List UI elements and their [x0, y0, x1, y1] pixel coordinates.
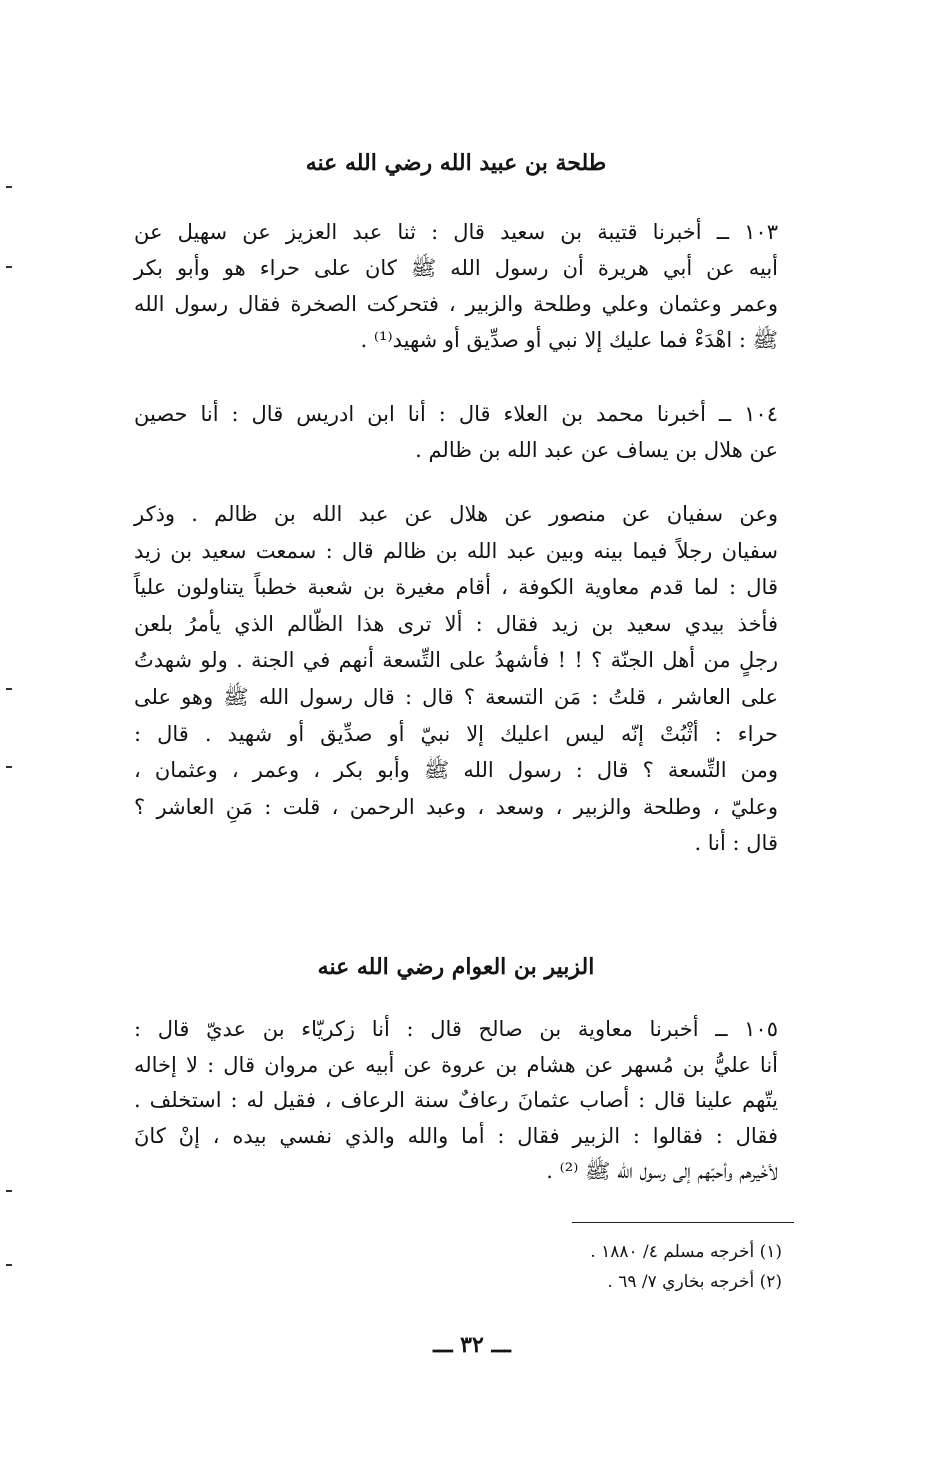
scan-margin-mark [6, 1264, 12, 1266]
text-line: قال : أنا . [694, 831, 778, 856]
text-line: فأخذ بيدي سعيد بن زيد فقال : ألا ترى هذا الظّالم الذي يأمرُ بلعن [134, 611, 778, 636]
text-line: وعمر وعثمان وعلي وطلحة والزبير ، فتحركت الصخرة فقال رسول الله [134, 292, 778, 316]
text-line: لأخْيرهم وأحبّهم إلى رسول الله ﷺ ⁽²⁾ . [546, 1159, 778, 1184]
hadith-paragraph-104 [134, 396, 778, 468]
text-line: أنا عليُّ بن مُسهر عن هشام بن عروة عن أبيه عن مروان قال : لا إخاله [134, 1052, 778, 1077]
scan-margin-mark [6, 1190, 12, 1192]
text-line: ١٠٤ ــ أخبرنا محمد بن العلاء قال : أنا ابن ادريس قال : أنا حصين [134, 402, 778, 426]
text-line: قال : لما قدم معاوية الكوفة ، أقام مغيرة بن شعبة خطباً يتناولون علياً [134, 575, 778, 600]
text-line: ١٠٥ ــ أخبرنا معاوية بن صالح قال : أنا زكريّاء بن عديّ قال : [134, 1017, 778, 1041]
text-line: يتّهم علينا قال : أصاب عثمانَ رعافٌ سنة الرعاف ، فقيل له : استخلف . [134, 1088, 778, 1113]
text-line: سفيان رجلاً فيما بينه وبين عبد الله بن ظالم قال : سمعت سعيد بن زيد [134, 538, 778, 563]
text-line: حراء : أثْبُتْ إنّه ليس اعليك إلا نبيّ أو صدِّيق أو شهيد . قال : [134, 721, 778, 746]
footnote-1: (١) أخرجه مسلم ٤/ ١٨٨٠ . [590, 1242, 782, 1262]
scan-margin-mark [6, 766, 12, 768]
text-line: على العاشر ، قلتُ : مَن التسعة ؟ قال : قال رسول الله ﷺ وهو على [134, 684, 778, 709]
narration-paragraph [134, 496, 778, 862]
scan-margin-mark [6, 688, 12, 690]
text-line: رجلٍ من أهل الجنّة ؟ ! ! فأشهدُ على التِّسعة أنهم في الجنة . ولو شهدتُ [134, 648, 778, 673]
text-line: ومن التِّسعة ؟ قال : رسول الله ﷺ وأبو بكر ، وعمر ، وعثمان ، [134, 758, 778, 783]
text-line: وعن سفيان عن منصور عن هلال عن عبد الله بن ظالم . وذكر [134, 502, 778, 526]
hadith-paragraph-103 [134, 214, 778, 358]
hadith-paragraph-105 [134, 1012, 778, 1190]
scan-margin-mark [6, 186, 12, 188]
scan-margin-mark [6, 266, 12, 268]
footnote-2: (٢) أخرجه بخاري ٧/ ٦٩ . [607, 1272, 782, 1292]
section-heading-talha: طلحة بن عبيد الله رضي الله عنه [305, 150, 607, 176]
text-line: ١٠٣ ــ أخبرنا قتيبة بن سعيد قال : ثنا عبد العزيز عن سهيل عن [134, 220, 778, 244]
footnote-separator [572, 1222, 794, 1223]
section-heading-zubair: الزبير بن العوام رضي الله عنه [317, 954, 595, 980]
text-line: وعليّ ، وطلحة والزبير ، وسعد ، وعبد الرحمن ، قلت : مَنِ العاشر ؟ [134, 794, 778, 819]
text-line: ﷺ : اهْدَءْ فما عليك إلا نبي أو صدِّيق أو شهيد⁽¹⁾ . [360, 328, 778, 352]
text-line: فقال : فقالوا : الزبير فقال : أما والله والذي نفسي بيده ، إنْ كانَ [134, 1123, 778, 1148]
page-number: ـــ ٣٢ ـــ [433, 1332, 511, 1358]
text-line: أبيه عن أبي هريرة أن رسول الله ﷺ كان على حراء هو وأبو بكر [134, 256, 778, 280]
text-line: عن هلال بن يساف عن عبد الله بن ظالم . [415, 438, 778, 462]
